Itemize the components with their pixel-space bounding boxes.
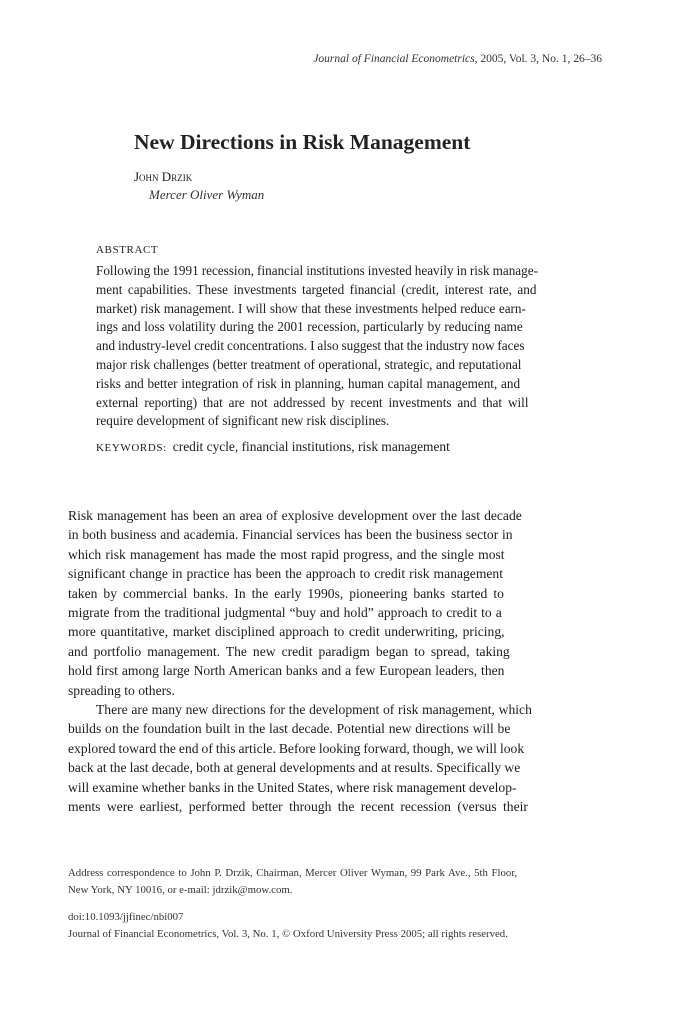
body-line: builds on the foundation built in the last decade. Potential new directions will be <box>68 721 511 736</box>
running-head <box>313 53 602 65</box>
abstract-label: ABSTRACT <box>96 244 159 256</box>
abstract-line: market) risk management. I will show that these investments helped reduce earn- <box>96 301 526 316</box>
body-line: significant change in practice has been the approach to credit risk management <box>68 566 504 581</box>
correspondence-email: New York, NY 10016, or e-mail: jdrzik@mow.com. <box>68 884 293 896</box>
body-line: will examine whether banks in the United States, where risk management develop- <box>68 780 517 795</box>
citation: , 2005, Vol. 3, No. 1, 26–36 <box>474 53 602 65</box>
body-line: There are many new directions for the development of risk management, which <box>96 702 532 717</box>
abstract-line: ment capabilities. These investments targeted financial (credit, interest rate, and <box>96 282 537 297</box>
author-name: John Drzik <box>134 169 193 184</box>
abstract-line: and industry-level credit concentrations. I also suggest that the industry now faces <box>96 338 525 353</box>
body-line: back at the last decade, both at general developments and at results. Specifically we <box>68 760 521 775</box>
journal-name: Journal of Financial Econometrics <box>313 53 475 65</box>
article-title: New Directions in Risk Management <box>134 130 471 154</box>
body-line: migrate from the traditional judgmental “buy and hold” approach to credit to a <box>68 605 502 620</box>
abstract-line: Following the 1991 recession, financial institutions invested heavily in risk manage- <box>96 263 538 278</box>
body-line: more quantitative, market disciplined approach to credit underwriting, pricing, <box>68 624 505 639</box>
abstract-line: external reporting) that are not addressed by recent investments and that will <box>96 395 529 410</box>
body-line: Risk management has been an area of explosive development over the last decade <box>68 508 522 523</box>
abstract-line: ings and loss volatility during the 2001 recession, particularly by reducing name <box>96 319 523 334</box>
keywords <box>96 439 450 455</box>
abstract-line: risks and better integration of risk in planning, human capital management, and <box>96 376 521 391</box>
copyright-line: Journal of Financial Econometrics, Vol. 3, No. 1, © Oxford University Press 2005; all rights reserved. <box>68 928 508 940</box>
body-line: and portfolio management. The new credit paradigm began to spread, taking <box>68 644 510 659</box>
doi: doi:10.1093/jjfinec/nbi007 <box>68 911 184 923</box>
body-line: hold first among large North American banks and a few European leaders, then <box>68 663 505 678</box>
body-line: explored toward the end of this article. Before looking forward, though, we will look <box>68 741 525 756</box>
body-line: which risk management has made the most rapid progress, and the single most <box>68 547 505 562</box>
keywords-text: credit cycle, financial institutions, risk management <box>172 439 450 454</box>
correspondence-address: Address correspondence to John P. Drzik, Chairman, Mercer Oliver Wyman, 99 Park Ave., 5th Floor, <box>68 867 518 879</box>
abstract-line: require development of significant new risk disciplines. <box>96 413 390 428</box>
body-line: spreading to others. <box>68 683 175 698</box>
keywords-label: KEYWORDS: <box>96 442 167 454</box>
body-line: taken by commercial banks. In the early 1990s, pioneering banks started to <box>68 586 504 601</box>
abstract-line: major risk challenges (better treatment of operational, strategic, and reputational <box>96 357 522 372</box>
body-line: ments were earliest, performed better through the recent recession (versus their <box>68 799 528 814</box>
author-affiliation: Mercer Oliver Wyman <box>149 187 265 202</box>
body-line: in both business and academia. Financial services has been the business sector in <box>68 527 513 542</box>
